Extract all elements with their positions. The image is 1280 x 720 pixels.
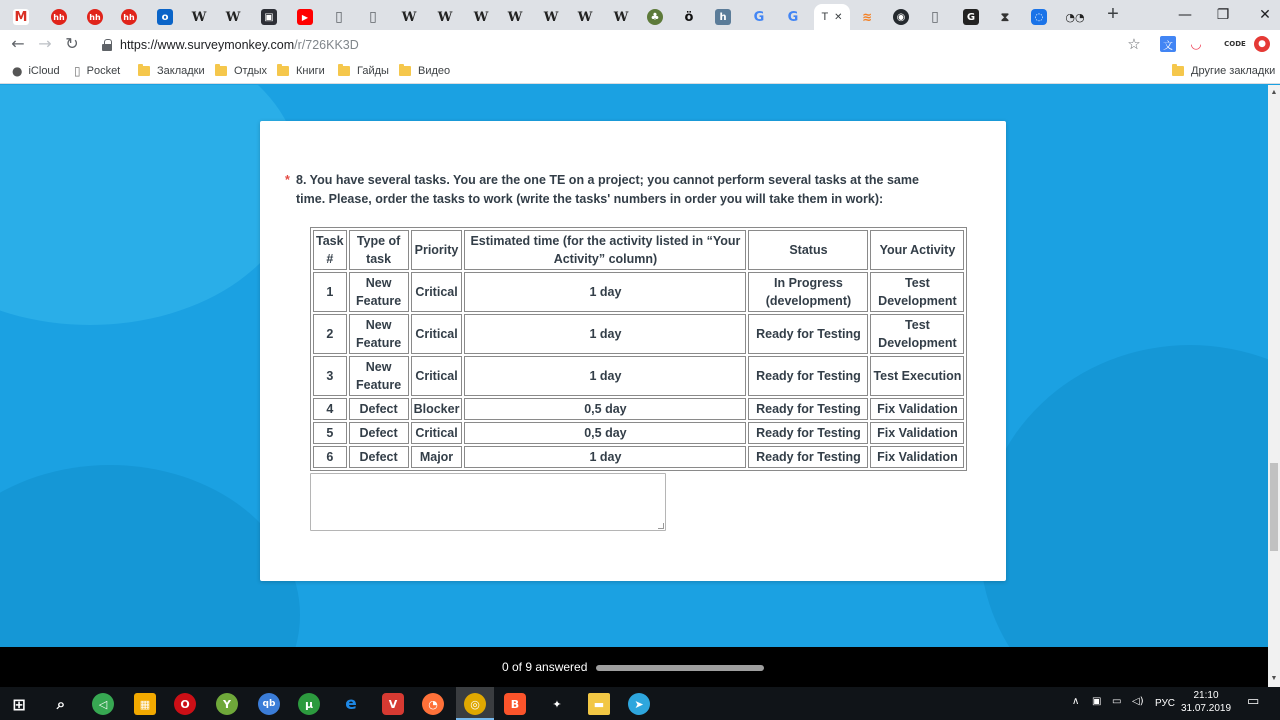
brave-icon[interactable]: B: [504, 693, 526, 715]
close-tab-icon[interactable]: ✕: [834, 11, 843, 23]
new-tab-button[interactable]: +: [1107, 3, 1119, 25]
document-icon: ▯: [335, 9, 343, 25]
tab-doc-3[interactable]: [924, 4, 946, 30]
estimate-cell: 0,5 day: [464, 398, 746, 420]
tab-outlook[interactable]: [154, 4, 176, 30]
page-icon: ▯: [74, 64, 81, 78]
type-cell: Defect: [349, 398, 409, 420]
document-icon: ▯: [931, 9, 939, 25]
bookmarks-bar: [0, 58, 1280, 84]
lock-icon: [102, 39, 112, 51]
priority-cell: Blocker: [411, 398, 463, 420]
tree-icon: ♣: [647, 9, 663, 25]
folder-icon: [277, 66, 289, 76]
folder-icon: [138, 66, 150, 76]
yandex-browser-icon[interactable]: Y: [216, 693, 238, 715]
maximize-button[interactable]: ❐: [1216, 7, 1230, 23]
progress-track: [596, 665, 764, 671]
qbittorrent-icon[interactable]: qb: [258, 693, 280, 715]
survey-page: [0, 85, 1268, 647]
header-cell: Estimated time (for the activity listed in “Your Activity” column): [464, 230, 746, 270]
wikipedia-icon: W: [437, 9, 453, 25]
google-icon: G: [787, 9, 799, 25]
background-shape: [0, 85, 300, 325]
scroll-up-arrow-icon[interactable]: ▲: [1270, 89, 1278, 96]
folder-icon: [338, 66, 350, 76]
status-cell: Ready for Testing: [748, 446, 868, 468]
wikipedia-icon: W: [577, 9, 593, 25]
url-text: https://www.surveymonkey.com/r/726KK3D: [120, 38, 359, 52]
tab-wiki-7[interactable]: [540, 4, 562, 30]
required-marker: *: [285, 173, 290, 187]
google-icon: G: [753, 9, 765, 25]
type-cell: Defect: [349, 422, 409, 444]
tasks-table: [310, 227, 967, 471]
github-icon: ◉: [893, 9, 909, 25]
table-row: [313, 446, 964, 468]
activity-cell: Fix Validation: [870, 422, 964, 444]
task-number-cell: 2: [313, 314, 347, 354]
forward-button[interactable]: →: [38, 34, 52, 53]
estimate-cell: 1 day: [464, 446, 746, 468]
browser-tab-strip: [0, 0, 1280, 30]
address-bar[interactable]: [92, 32, 1152, 58]
app-tiles-icon[interactable]: ▦: [134, 693, 156, 715]
tab-wiki-2[interactable]: [222, 4, 244, 30]
header-cell: Status: [748, 230, 868, 270]
type-cell: New Feature: [349, 356, 409, 396]
hh-icon: hh: [87, 9, 103, 25]
wikipedia-icon: W: [225, 9, 241, 25]
app-green-icon[interactable]: ◁: [92, 693, 114, 715]
resize-handle-icon[interactable]: [658, 523, 664, 529]
priority-cell: Critical: [411, 314, 463, 354]
input-language[interactable]: РУС: [1155, 698, 1176, 709]
fox-app-icon[interactable]: ✦: [552, 697, 562, 711]
bookmark-folder-gaidy[interactable]: Гайды: [338, 63, 389, 79]
table-row: [313, 356, 964, 396]
tab-hh-3[interactable]: [118, 4, 140, 30]
tab-title: T: [821, 11, 829, 23]
status-cell: Ready for Testing: [748, 422, 868, 444]
tab-google-1[interactable]: [748, 4, 770, 30]
scrollbar-thumb[interactable]: [1270, 463, 1278, 551]
tab-wiki-4[interactable]: [434, 4, 456, 30]
utorrent-icon[interactable]: μ: [298, 693, 320, 715]
windows-taskbar: [0, 687, 1280, 720]
telegram-icon[interactable]: ➤: [628, 693, 650, 715]
tab-glasses[interactable]: [1064, 4, 1086, 30]
firefox-icon[interactable]: ◔: [422, 693, 444, 715]
battery-icon[interactable]: ▭: [1112, 696, 1122, 707]
tab-wiki-6[interactable]: [504, 4, 526, 30]
tab-wiki-9[interactable]: [610, 4, 632, 30]
task-number-cell: 4: [313, 398, 347, 420]
task-number-cell: 6: [313, 446, 347, 468]
background-shape: [0, 465, 300, 647]
owl-icon: ö: [684, 9, 694, 25]
folder-icon: [1172, 66, 1184, 76]
opera-icon[interactable]: O: [174, 693, 196, 715]
h-site-icon: h: [715, 9, 731, 25]
tab-grammarly[interactable]: [960, 4, 982, 30]
wikipedia-icon: W: [543, 9, 559, 25]
tab-surveymonkey-active[interactable]: [814, 4, 850, 30]
tab-google-2[interactable]: [782, 4, 804, 30]
hh-icon: hh: [121, 9, 137, 25]
activity-cell: Test Execution: [870, 356, 964, 396]
file-explorer-icon[interactable]: ▬: [588, 693, 610, 715]
header-cell: Task #: [313, 230, 347, 270]
status-cell: Ready for Testing: [748, 398, 868, 420]
header-cell: Priority: [411, 230, 463, 270]
priority-cell: Critical: [411, 356, 463, 396]
tab-hh-1[interactable]: [48, 4, 70, 30]
status-cell: In Progress (development): [748, 272, 868, 312]
pocket-icon[interactable]: ◡: [1190, 36, 1202, 52]
bookmark-folder-video[interactable]: Видео: [399, 63, 450, 79]
task-number-cell: 5: [313, 422, 347, 444]
clock-time: 21:10: [1193, 690, 1219, 701]
chrome-icon[interactable]: ◎: [464, 693, 486, 715]
tab-lookout[interactable]: [678, 4, 700, 30]
wikipedia-icon: W: [191, 9, 207, 25]
table-row: [313, 314, 964, 354]
priority-cell: Critical: [411, 272, 463, 312]
gmail-icon: M: [14, 9, 28, 25]
system-clock[interactable]: [1180, 689, 1232, 715]
survey-progress-footer: [0, 647, 1268, 687]
status-cell: Ready for Testing: [748, 314, 868, 354]
priority-cell: Critical: [411, 422, 463, 444]
folder-icon: [215, 66, 227, 76]
activity-cell: Fix Validation: [870, 446, 964, 468]
activity-cell: Test Development: [870, 272, 964, 312]
tab-wiki-1[interactable]: [188, 4, 210, 30]
type-cell: New Feature: [349, 314, 409, 354]
back-button[interactable]: ←: [11, 34, 25, 53]
tab-blue[interactable]: [1028, 4, 1050, 30]
reload-button[interactable]: ↻: [65, 34, 79, 53]
activity-cell: Test Development: [870, 314, 964, 354]
task-number-cell: 1: [313, 272, 347, 312]
sunglasses-icon: ◔◔: [1065, 10, 1085, 24]
bookmark-icloud[interactable]: ● iCloud: [12, 64, 60, 78]
document-icon: ▯: [369, 9, 377, 25]
estimate-cell: 1 day: [464, 272, 746, 312]
youtube-icon: ▶: [297, 9, 313, 25]
translate-icon[interactable]: 文: [1160, 36, 1176, 52]
question-card: [260, 121, 1006, 581]
folder-icon: [399, 66, 411, 76]
header-cell: Your Activity: [870, 230, 964, 270]
wikipedia-icon: W: [473, 9, 489, 25]
notification-icon[interactable]: ▭: [1247, 694, 1260, 709]
windows-start-icon[interactable]: ⊞: [12, 694, 26, 714]
bookmark-pocket[interactable]: ▯ Pocket: [74, 64, 121, 78]
progress-text: 0 of 9 answered: [502, 660, 588, 674]
outlook-icon: o: [157, 9, 173, 25]
extension-icon[interactable]: ●: [1254, 36, 1270, 52]
tray-expand-icon[interactable]: ∧: [1072, 696, 1080, 707]
header-cell: Type of task: [349, 230, 409, 270]
task-number-cell: 3: [313, 356, 347, 396]
table-row: [313, 398, 964, 420]
page-scrollbar[interactable]: [1268, 85, 1280, 687]
activity-cell: Fix Validation: [870, 398, 964, 420]
wikipedia-icon: W: [507, 9, 523, 25]
tab-stack[interactable]: [856, 4, 878, 30]
tab-tree[interactable]: [644, 4, 666, 30]
stackoverflow-icon: ≋: [861, 10, 873, 24]
wikipedia-icon: W: [401, 9, 417, 25]
volume-icon[interactable]: ◁): [1132, 696, 1144, 707]
bookmark-folder-otdyh[interactable]: Отдых: [215, 63, 267, 79]
search-icon[interactable]: ⌕: [56, 695, 66, 713]
tab-app[interactable]: [258, 4, 280, 30]
vivaldi-icon[interactable]: V: [382, 693, 404, 715]
background-shape: [980, 345, 1268, 647]
code-extension-icon[interactable]: CODE: [1224, 40, 1246, 48]
type-cell: Defect: [349, 446, 409, 468]
estimate-cell: 1 day: [464, 314, 746, 354]
estimate-cell: 0,5 day: [464, 422, 746, 444]
tab-wiki-5[interactable]: [470, 4, 492, 30]
bookmark-folder-knigi[interactable]: Книги: [277, 63, 325, 79]
tab-hourglass[interactable]: [994, 4, 1016, 30]
grammarly-icon: G: [963, 9, 979, 25]
hh-icon: hh: [51, 9, 67, 25]
wikipedia-icon: W: [613, 9, 629, 25]
tray-app-icon[interactable]: ▣: [1092, 696, 1102, 707]
table-row: [313, 272, 964, 312]
apple-icon: ●: [12, 64, 23, 78]
tab-doc-2[interactable]: [362, 4, 384, 30]
tab-doc-1[interactable]: [328, 4, 350, 30]
table-header-row: [313, 230, 964, 270]
browser-toolbar: [0, 30, 1280, 58]
table-row: [313, 422, 964, 444]
tab-wiki-3[interactable]: [398, 4, 420, 30]
edge-icon[interactable]: e: [345, 694, 357, 714]
scroll-down-arrow-icon[interactable]: ▼: [1270, 675, 1278, 682]
status-cell: Ready for Testing: [748, 356, 868, 396]
tab-hh-2[interactable]: [84, 4, 106, 30]
answer-textarea[interactable]: [310, 473, 666, 531]
bookmark-folder-other[interactable]: Другие закладки: [1172, 63, 1275, 79]
bookmark-star-icon[interactable]: ☆: [1127, 35, 1141, 53]
tab-h[interactable]: [712, 4, 734, 30]
bookmark-folder-zakladki[interactable]: Закладки: [138, 63, 205, 79]
hourglass-icon: ⧗: [1000, 9, 1010, 24]
tab-gmail[interactable]: [10, 4, 32, 30]
close-window-button[interactable]: ✕: [1259, 7, 1271, 23]
minimize-button[interactable]: —: [1178, 7, 1192, 23]
clock-date: 31.07.2019: [1180, 703, 1232, 714]
tab-wiki-8[interactable]: [574, 4, 596, 30]
question-text: * 8. You have several tasks. You are the one TE on a project; you cannot perform several tasks at the same time. Please, order the tasks to work (write the tasks' numbers in order you will take them in work):: [285, 173, 919, 206]
type-cell: New Feature: [349, 272, 409, 312]
tab-youtube[interactable]: [294, 4, 316, 30]
estimate-cell: 1 day: [464, 356, 746, 396]
priority-cell: Major: [411, 446, 463, 468]
app-icon: ▣: [261, 9, 277, 25]
tab-github[interactable]: [890, 4, 912, 30]
app-icon: ◌: [1031, 9, 1047, 25]
